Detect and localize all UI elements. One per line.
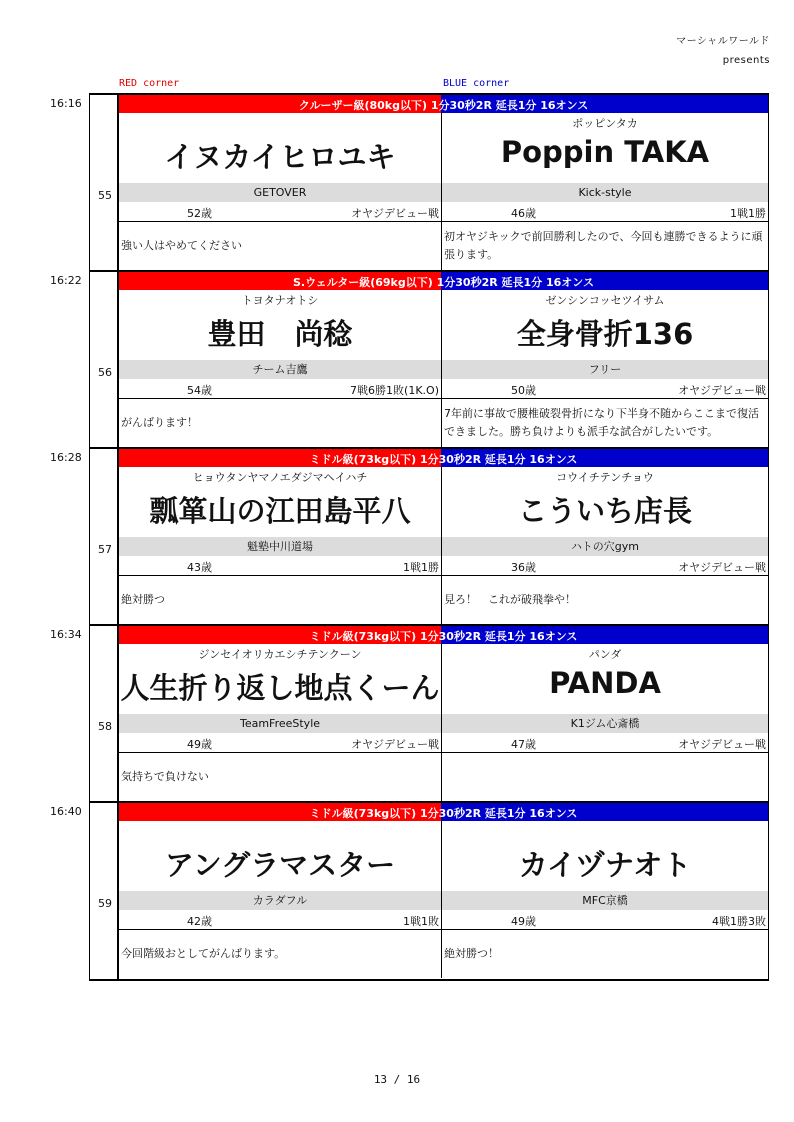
weight-class-text: ミドル級(73kg以下) 1分30秒2R 延長1分 16オンス [309, 630, 578, 643]
fighter-record: オヤジデビュー戦 [678, 561, 766, 574]
fighter-gym: MFC京橋 [442, 891, 768, 910]
fighter-age: 47歳 [511, 738, 536, 751]
bout-row [50, 95, 768, 272]
bout-number-column [90, 449, 119, 624]
fighter-comment-box [119, 399, 441, 447]
fighter-gym: TeamFreeStyle [119, 714, 441, 733]
fighter-comment-box [442, 753, 768, 801]
fighter-comment: 見ろ！ これが破飛拳や！ [444, 593, 576, 606]
fighter-record: 1戦1勝 [730, 207, 766, 220]
fighter-record: 4戦1勝3敗 [712, 915, 766, 928]
fighter-gym: 魁塾中川道場 [119, 537, 441, 556]
bout-row [50, 803, 768, 979]
red-fighter [119, 290, 442, 447]
fighter-age: 52歳 [187, 207, 212, 220]
fighter-furigana: ジンセイオリカエシチテンクーン [198, 648, 362, 661]
fighter-gym: ハトの穴gym [442, 537, 768, 556]
bout-number-column [90, 95, 119, 270]
fighter-comment-box [119, 222, 441, 270]
weight-class-text: ミドル級(73kg以下) 1分30秒2R 延長1分 16オンス [309, 453, 578, 466]
fighter-gym: フリー [442, 360, 768, 379]
fighter-record: 1戦1勝 [403, 561, 439, 574]
bout-time: 16:22 [50, 274, 82, 287]
fighter-gym: Kick-style [442, 183, 768, 202]
red-fighter [119, 644, 442, 801]
fighter-name: イヌカイヒロユキ [164, 140, 396, 174]
fighter-comment: 気持ちで負けない [121, 770, 209, 783]
bout-number: 59 [98, 897, 112, 910]
fighter-comment-box [119, 930, 441, 978]
bout-number: 55 [98, 189, 112, 202]
weight-class-text: ミドル級(73kg以下) 1分30秒2R 延長1分 16オンス [309, 807, 578, 820]
fighter-comment: 絶対勝つ！ [444, 947, 499, 960]
fighter-comment: 初オヤジキックで前回勝利したので、今回も連勝できるように頑張ります。 [444, 230, 763, 261]
fighter-name: 人生折り返し地点くーん [120, 671, 440, 705]
fighter-comment-box [119, 753, 441, 801]
red-fighter [119, 467, 442, 624]
weight-class-banner [119, 272, 768, 290]
fighter-name: 豊田 尚稔 [207, 317, 353, 351]
bout-time: 16:16 [50, 97, 82, 110]
fighter-name: アングラマスター [164, 848, 396, 882]
blue-fighter [442, 113, 768, 270]
red-fighter [119, 113, 442, 270]
page-number: 13 / 16 [373, 1073, 421, 1086]
fighter-name: PANDA [549, 666, 661, 700]
fighter-furigana: ヒョウタンヤマノエダジマヘイハチ [192, 471, 368, 484]
fighter-gym: チーム吉鷹 [119, 360, 441, 379]
fighter-age: 36歳 [511, 561, 536, 574]
red-corner-label: RED corner [119, 78, 180, 89]
presents-label: presents [722, 55, 770, 66]
fighter-gym: カラダフル [119, 891, 441, 910]
blue-fighter [442, 467, 768, 624]
blue-fighter [442, 290, 768, 447]
fighter-comment: 7年前に事故で腰椎破裂骨折になり下半身不随からここまで復活できました。勝ち負けよりも派手な試合がしたいです。 [444, 407, 759, 438]
fighter-record: 7戦6勝1敗(1K.O) [350, 384, 439, 397]
bout-number-column [90, 803, 119, 979]
fighter-name: 全身骨折136 [516, 317, 694, 351]
fighter-furigana: ポッピンタカ [572, 117, 638, 130]
fighter-age: 50歳 [511, 384, 536, 397]
fighter-comment: がんばります！ [121, 416, 198, 429]
fighter-furigana: トヨタナオトシ [241, 294, 319, 307]
fighter-comment-box [442, 576, 768, 624]
bout-number-column [90, 272, 119, 447]
bout-table [50, 93, 769, 981]
fighter-age: 49歳 [511, 915, 536, 928]
fighter-age: 54歳 [187, 384, 212, 397]
weight-class-text: クルーザー級(80kg以下) 1分30秒2R 延長1分 16オンス [298, 99, 589, 112]
fighter-record: オヤジデビュー戦 [351, 738, 439, 751]
bout-number: 58 [98, 720, 112, 733]
fighter-record: オヤジデビュー戦 [678, 738, 766, 751]
fighter-age: 43歳 [187, 561, 212, 574]
fighter-gym: GETOVER [119, 183, 441, 202]
fighter-record: オヤジデビュー戦 [351, 207, 439, 220]
blue-fighter [442, 644, 768, 801]
bout-number-column [90, 626, 119, 801]
weight-class-banner [119, 449, 768, 467]
bout-row [50, 272, 768, 449]
fighter-comment-box [442, 930, 768, 978]
weight-class-banner [119, 626, 768, 644]
fighter-age: 46歳 [511, 207, 536, 220]
bout-row [50, 626, 768, 803]
blue-fighter [442, 821, 768, 978]
fighter-name: こういち店長 [517, 494, 692, 528]
fighter-furigana: ゼンシンコッセツイサム [545, 294, 665, 307]
bout-number: 56 [98, 366, 112, 379]
fighter-name: Poppin TAKA [500, 135, 710, 169]
bout-time: 16:34 [50, 628, 82, 641]
bout-time: 16:40 [50, 805, 82, 818]
organizer-name: マーシャルワールド [676, 36, 770, 47]
fighter-comment: 今回階級おとしてがんばります。 [121, 947, 286, 960]
fighter-gym: K1ジム心斎橋 [442, 714, 768, 733]
fighter-furigana: パンダ [588, 648, 622, 661]
fighter-comment-box [119, 576, 441, 624]
fighter-record: オヤジデビュー戦 [678, 384, 766, 397]
bout-row [50, 449, 768, 626]
fighter-record: 1戦1敗 [403, 915, 439, 928]
bout-time: 16:28 [50, 451, 82, 464]
weight-class-banner [119, 95, 768, 113]
fighter-age: 42歳 [187, 915, 212, 928]
fighter-name: カイヅナオト [518, 848, 692, 882]
fighter-age: 49歳 [187, 738, 212, 751]
fighter-comment: 強い人はやめてください [121, 239, 242, 252]
fighter-comment-box [442, 399, 768, 447]
red-fighter [119, 821, 442, 978]
fighter-comment-box [442, 222, 768, 270]
weight-class-banner [119, 803, 768, 821]
fighter-furigana: コウイチテンチョウ [556, 471, 654, 484]
weight-class-text: S.ウェルター級(69kg以下) 1分30秒2R 延長1分 16オンス [293, 276, 594, 289]
blue-corner-label: BLUE corner [443, 78, 510, 89]
bout-number: 57 [98, 543, 112, 556]
fighter-comment: 絶対勝つ [121, 593, 165, 606]
fighter-name: 瓢箪山の江田島平八 [149, 494, 411, 528]
